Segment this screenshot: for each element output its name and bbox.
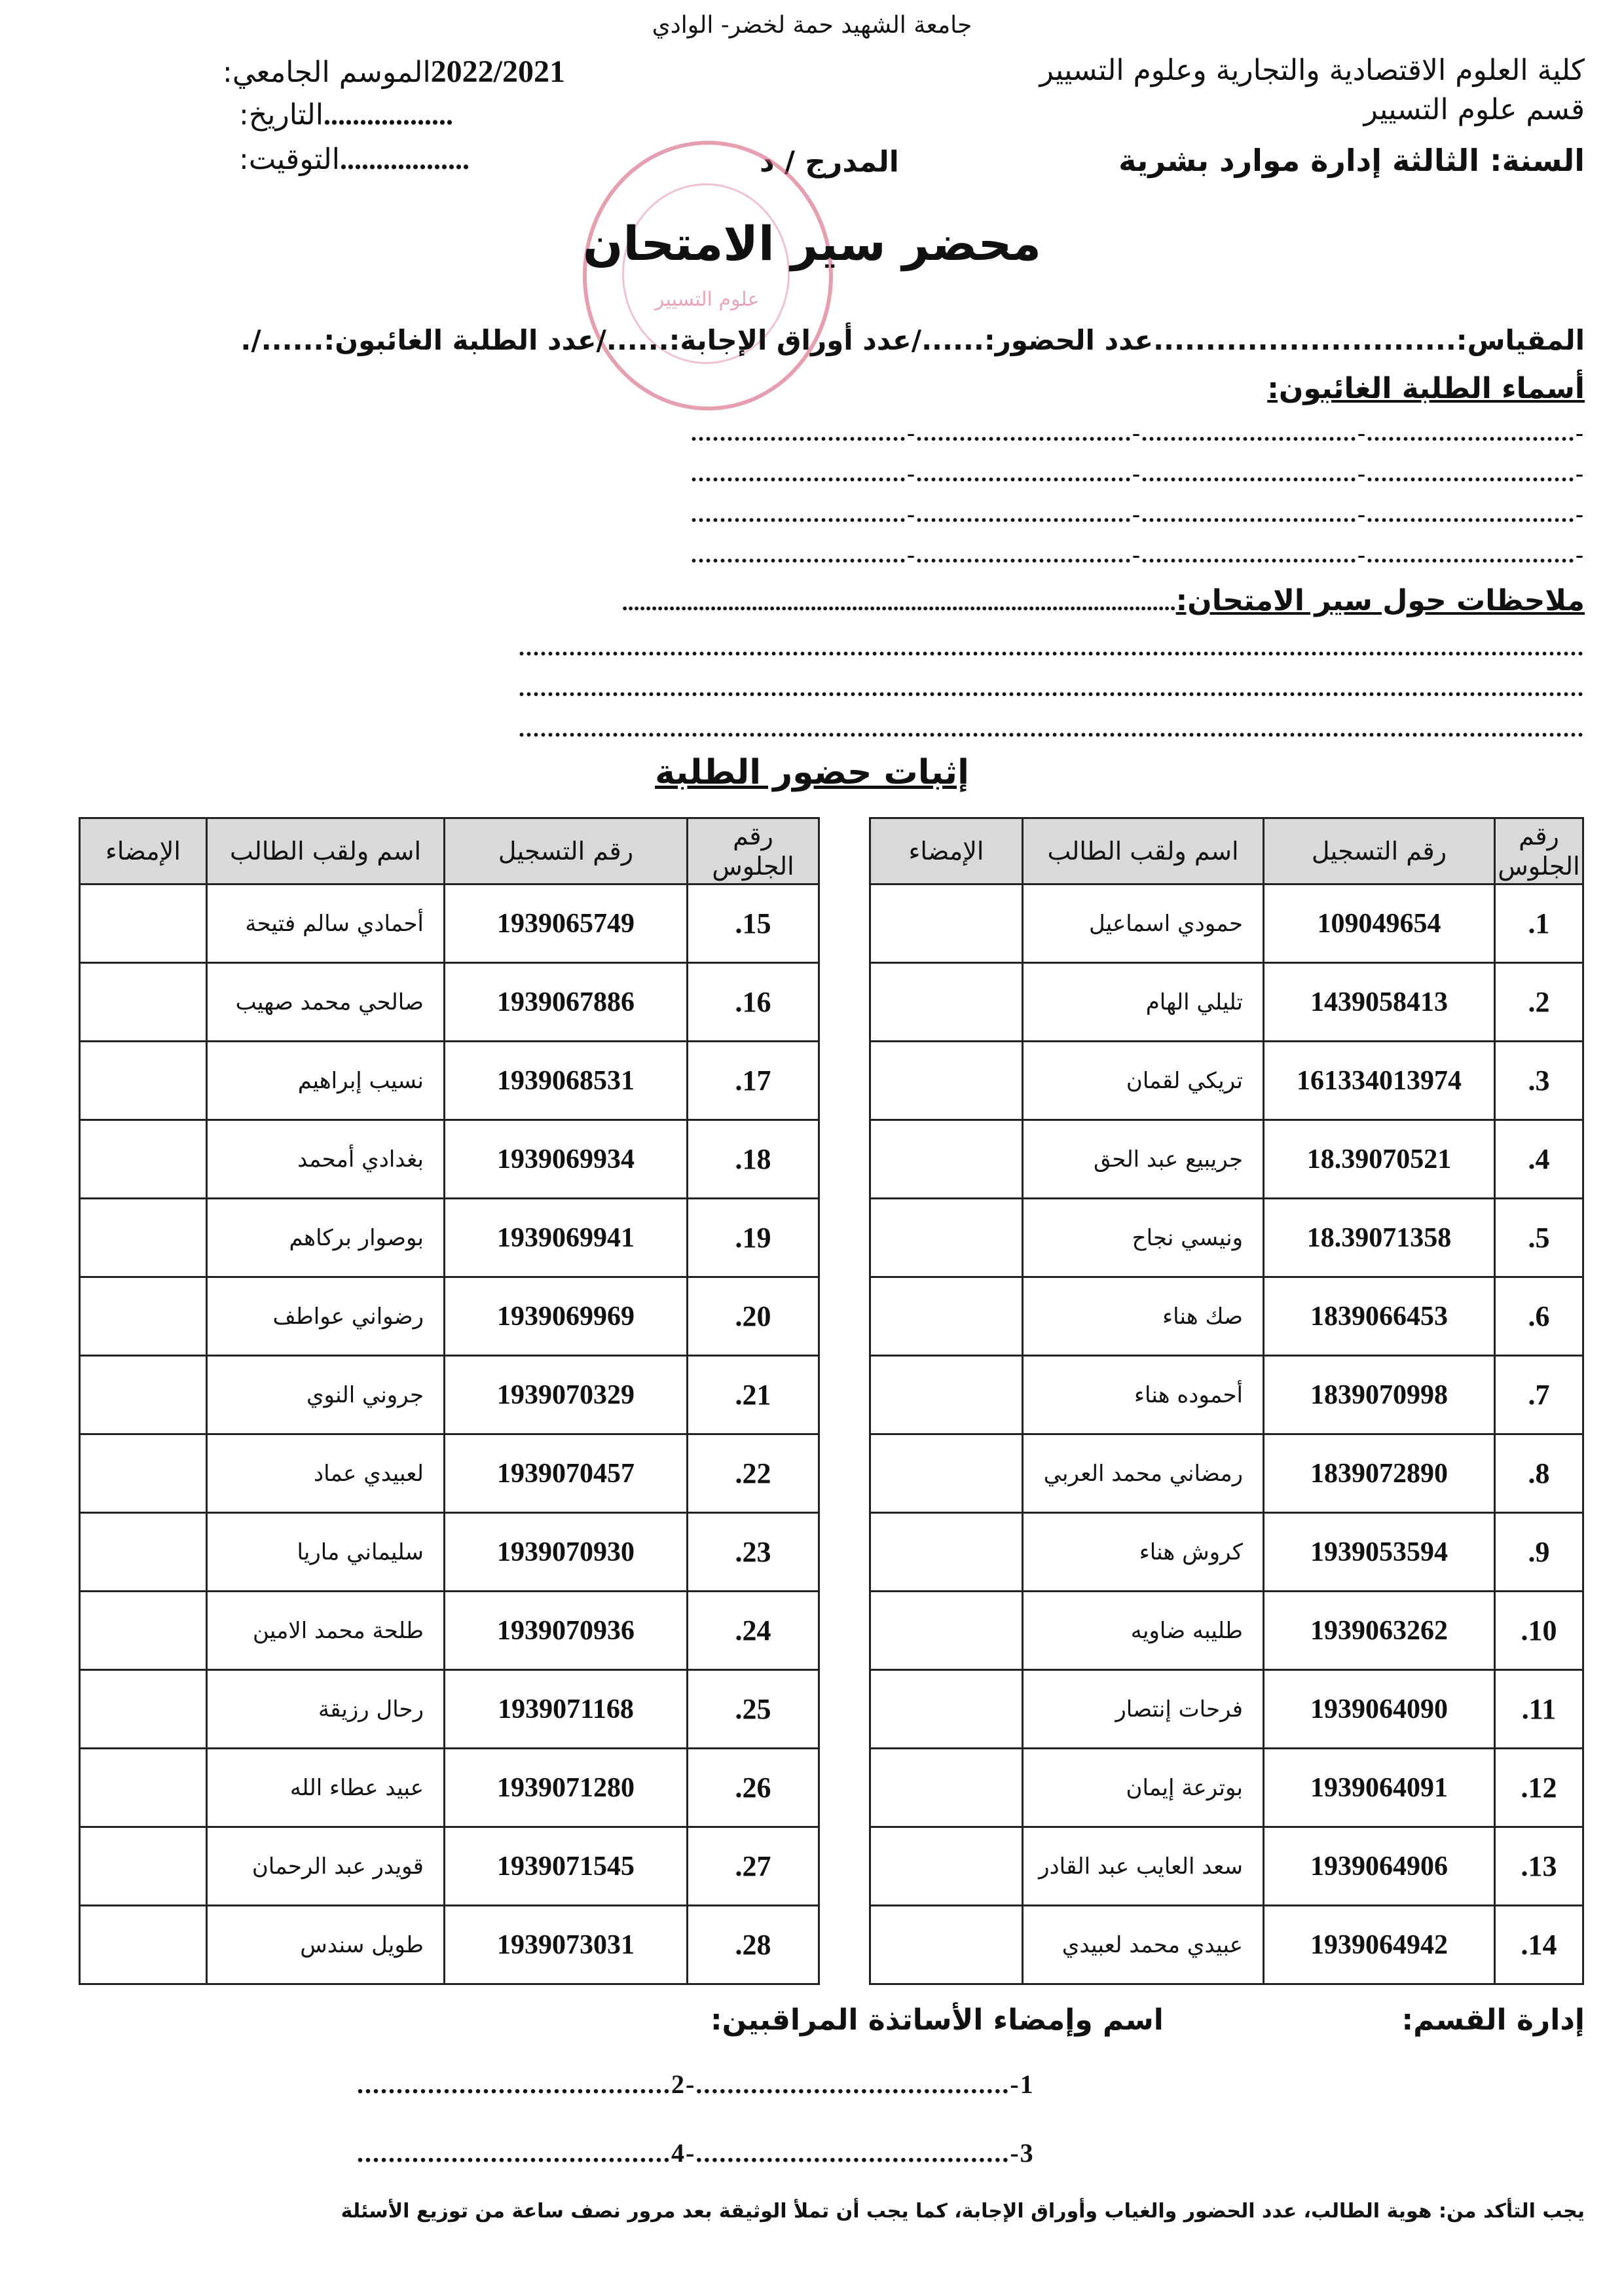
seat-cell: 17. [688,1042,819,1120]
name-cell: بوترعة إيمان [1023,1749,1264,1827]
signature-cell[interactable] [80,1120,207,1199]
faculty-name: كلية العلوم الاقتصادية والتجارية وعلوم التسيير [1039,54,1585,87]
col-name-header: اسم ولقب الطالب [207,818,445,884]
seat-cell: 23. [688,1513,819,1592]
table-row [870,1199,1583,1277]
absent-line: -.............................-..............................-..............................-.............................. [691,460,1585,486]
reg-cell: 1939067886 [445,963,688,1042]
name-cell: لعبيدي عماد [207,1434,445,1513]
name-cell: سعد العايب عبد القادر [1023,1827,1264,1906]
table-row [870,963,1583,1042]
signature-cell[interactable] [870,1513,1023,1592]
table-row [80,1120,819,1199]
col-name-header: اسم ولقب الطالب [1023,818,1264,884]
table-row [870,1042,1583,1120]
name-cell: تريكي لقمان [1023,1042,1264,1120]
page-title: محضر سير الامتحان [583,216,1041,271]
table-row [870,884,1583,963]
table-row [870,1749,1583,1827]
table-row [870,1906,1583,1984]
table-row [870,1513,1583,1592]
seat-cell: 15. [688,884,819,963]
reg-cell: 1939070930 [445,1513,688,1592]
name-cell: عبيدي محمد لعبيدي [1023,1906,1264,1984]
supervisor-line-1: 1-........................................-2........................................ [357,2069,1035,2099]
signature-cell[interactable] [870,1434,1023,1513]
time-label: التوقيت: [239,143,340,176]
signature-cell[interactable] [870,1670,1023,1749]
seat-cell: 2. [1495,963,1583,1042]
col-seat-header: رقم الجلوس [1495,818,1583,884]
name-cell: جريبيع عبد الحق [1023,1120,1264,1199]
signature-cell[interactable] [870,1592,1023,1670]
absent-line: -.............................-..............................-..............................-.............................. [691,541,1585,568]
reg-cell: 18.39071358 [1264,1199,1495,1277]
signature-cell[interactable] [870,1042,1023,1120]
table-row [870,1356,1583,1434]
table-header-row [80,818,819,884]
year-label: السنة: [1490,143,1585,178]
seat-cell: 28. [688,1906,819,1984]
university-name: جامعة الشهيد حمة لخضر- الوادي [652,12,972,39]
reg-cell: 1939073031 [445,1906,688,1984]
seat-cell: 9. [1495,1513,1583,1592]
seat-cell: 18. [688,1120,819,1199]
reg-cell: 1939064942 [1264,1906,1495,1984]
seat-cell: 12. [1495,1749,1583,1827]
signature-cell[interactable] [80,1356,207,1434]
signature-cell[interactable] [870,1120,1023,1199]
table-row [870,1827,1583,1906]
reg-cell: 1839070998 [1264,1356,1495,1434]
reg-cell: 1939064906 [1264,1827,1495,1906]
name-cell: سليماني ماريا [207,1513,445,1592]
reg-cell: 109049654 [1264,884,1495,963]
name-cell: تليلي الهام [1023,963,1264,1042]
name-cell: رمضاني محمد العربي [1023,1434,1264,1513]
name-cell: قويدر عبد الرحمان [207,1827,445,1906]
year-value: الثالثة إدارة موارد بشرية [1118,143,1480,178]
reg-cell: 1939070936 [445,1592,688,1670]
seat-cell: 21. [688,1356,819,1434]
signature-cell[interactable] [870,1906,1023,1984]
notes-line: .................................................................................................................................................... [519,716,1585,742]
reg-cell: 18.39070521 [1264,1120,1495,1199]
table-row [870,1434,1583,1513]
signature-cell[interactable] [870,884,1023,963]
signature-cell[interactable] [870,1749,1023,1827]
col-reg-header: رقم التسجيل [445,818,688,884]
seat-cell: 16. [688,963,819,1042]
name-cell: بوصوار بركاهم [207,1199,445,1277]
name-cell: طليبه ضاويه [1023,1592,1264,1670]
name-cell: كروش هناء [1023,1513,1264,1592]
notes-line: .................................................................................................................................................... [519,675,1585,701]
signature-cell[interactable] [80,1749,207,1827]
reg-cell: 1939069969 [445,1277,688,1356]
seat-cell: 24. [688,1592,819,1670]
table-row [870,1670,1583,1749]
reg-cell: 1839066453 [1264,1277,1495,1356]
attendance-table-left [79,817,820,1985]
reg-cell: 1939070329 [445,1356,688,1434]
signature-cell[interactable] [870,1356,1023,1434]
attendance-heading: إثبات حضور الطلبة [655,753,969,792]
season-value: 2022/2021 [430,54,566,89]
absent-line: -.............................-..............................-..............................-.............................. [691,420,1585,446]
signature-cell[interactable] [870,1827,1023,1906]
hall-label: المدرج / د [760,145,899,179]
exam-info-line: المقياس:.............................عدد الحضور:....../عدد أوراق الإجابة:....../عدد الطلبة الغائبون:....../. [240,324,1585,356]
name-cell: بغدادي أمحمد [207,1120,445,1199]
attendance-table-right [869,817,1584,1985]
notes-heading: ملاحظات حول سير الامتحان: [1175,584,1585,617]
seat-cell: 26. [688,1749,819,1827]
name-cell: رحال رزيقة [207,1670,445,1749]
signature-cell[interactable] [80,1906,207,1984]
signature-cell[interactable] [80,1670,207,1749]
col-seat-header: رقم الجلوس [688,818,819,884]
reg-cell: 1939064090 [1264,1670,1495,1749]
reg-cell: 1939069934 [445,1120,688,1199]
table-row [870,1120,1583,1199]
seat-cell: 27. [688,1827,819,1906]
reg-cell: 161334013974 [1264,1042,1495,1120]
seat-cell: 13. [1495,1827,1583,1906]
table-row [80,1749,819,1827]
table-row [870,1277,1583,1356]
table-header-row [870,818,1583,884]
reg-cell: 1939070457 [445,1434,688,1513]
signature-cell[interactable] [80,1277,207,1356]
reg-cell: 1939063262 [1264,1592,1495,1670]
notes-first-line: .............................................................................................. [621,589,1176,615]
signature-cell[interactable] [870,1199,1023,1277]
signature-cell[interactable] [80,1827,207,1906]
department-name: قسم علوم التسيير [1363,93,1585,126]
stamp-text: علوم التسيير [655,288,760,311]
notes-block [622,584,1585,617]
seat-cell: 4. [1495,1120,1583,1199]
reg-cell: 1939069941 [445,1199,688,1277]
table-row [80,1827,819,1906]
table-row [80,1277,819,1356]
name-cell: أحموده هناء [1023,1356,1264,1434]
reg-cell: 1939053594 [1264,1513,1495,1592]
name-cell: نسيب إبراهيم [207,1042,445,1120]
table-row [80,1670,819,1749]
table-row [80,1906,819,1984]
signature-cell[interactable] [80,1042,207,1120]
date-value: .................. [323,99,454,131]
signature-cell[interactable] [80,884,207,963]
reg-cell: 1939064091 [1264,1749,1495,1827]
reg-cell: 1939068531 [445,1042,688,1120]
table-row [870,1592,1583,1670]
table-row [80,1042,819,1120]
seat-cell: 6. [1495,1277,1583,1356]
notes-line: .................................................................................................................................................... [519,634,1585,661]
name-cell: رضواني عواطف [207,1277,445,1356]
col-sig-header: الإمضاء [80,818,207,884]
absent-line: -.............................-..............................-..............................-.............................. [691,501,1585,527]
name-cell: طويل سندس [207,1906,445,1984]
seat-cell: 20. [688,1277,819,1356]
signature-cell[interactable] [870,963,1023,1042]
seat-cell: 11. [1495,1670,1583,1749]
name-cell: صك هناء [1023,1277,1264,1356]
name-cell: حمودي اسماعيل [1023,884,1264,963]
name-cell: صالحي محمد صهيب [207,963,445,1042]
time-value: .................. [339,143,470,175]
seat-cell: 7. [1495,1356,1583,1434]
name-cell: فرحات إنتصار [1023,1670,1264,1749]
seat-cell: 25. [688,1670,819,1749]
seat-cell: 10. [1495,1592,1583,1670]
reg-cell: 1939071545 [445,1827,688,1906]
name-cell: طلحة محمد الامين [207,1592,445,1670]
table-row [80,1592,819,1670]
table-row [80,884,819,963]
table-row [80,1513,819,1592]
season-block [223,54,565,90]
reg-cell: 1939071280 [445,1749,688,1827]
year-block [1118,143,1585,178]
signature-cell[interactable] [80,1513,207,1592]
col-reg-header: رقم التسجيل [1264,818,1495,884]
time-block [239,143,470,176]
reg-cell: 1439058413 [1264,963,1495,1042]
seat-cell: 14. [1495,1906,1583,1984]
seat-cell: 8. [1495,1434,1583,1513]
table-row [80,1434,819,1513]
footer-note: يجب التأكد من: هوية الطالب، عدد الحضور والغياب وأوراق الإجابة، كما يجب أن تملأ الوثيقة بعد مرور نصف ساعة من توزيع الأسئلة [341,2200,1585,2223]
signature-cell[interactable] [80,1434,207,1513]
seat-cell: 22. [688,1434,819,1513]
name-cell: عبيد عطاء الله [207,1749,445,1827]
signature-cell[interactable] [80,1592,207,1670]
season-label: الموسم الجامعي: [223,56,431,89]
seat-cell: 3. [1495,1042,1583,1120]
supervisors-label: اسم وإمضاء الأساتذة المراقبين: [710,2003,1164,2037]
seat-cell: 1. [1495,884,1583,963]
supervisor-line-2: 3-........................................-4........................................ [357,2138,1035,2168]
reg-cell: 1839072890 [1264,1434,1495,1513]
reg-cell: 1939065749 [445,884,688,963]
absent-heading: أسماء الطلبة الغائبون: [1267,372,1585,405]
dept-admin-label: إدارة القسم: [1401,2003,1585,2037]
name-cell: جروني النوي [207,1356,445,1434]
signature-cell[interactable] [80,1199,207,1277]
date-block [239,98,453,132]
col-sig-header: الإمضاء [870,818,1023,884]
name-cell: أحمادي سالم فتيحة [207,884,445,963]
signature-cell[interactable] [80,963,207,1042]
table-row [80,963,819,1042]
table-row [80,1199,819,1277]
table-row [80,1356,819,1434]
name-cell: ونيسي نجاح [1023,1199,1264,1277]
seat-cell: 19. [688,1199,819,1277]
date-label: التاريخ: [239,98,324,132]
reg-cell: 1939071168 [445,1670,688,1749]
signature-cell[interactable] [870,1277,1023,1356]
seat-cell: 5. [1495,1199,1583,1277]
